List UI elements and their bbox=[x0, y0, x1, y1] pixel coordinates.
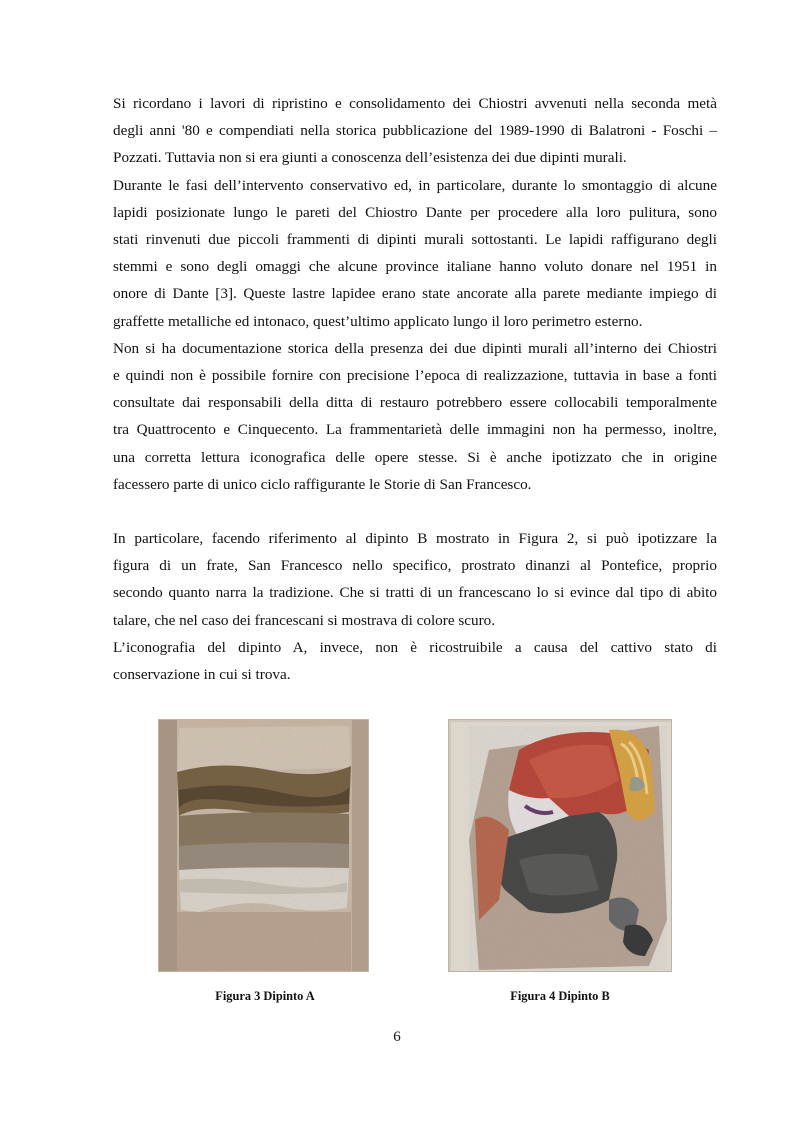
paragraph-4 bbox=[113, 525, 717, 634]
text-line: talare, che nel caso dei francescani si mostrava di colore scuro. bbox=[113, 611, 496, 629]
text-line: conservazione in cui si trova. bbox=[113, 666, 291, 684]
text-line: lapidi posizionate lungo le pareti del Chiostro Dante per procedere alla loro pulitura, sono bbox=[113, 203, 717, 221]
paragraph-1 bbox=[113, 90, 717, 172]
text-line: Non si ha documentazione storica della presenza dei due dipinti murali all’interno dei Chiostri bbox=[113, 339, 717, 357]
figure-a-illustration bbox=[159, 720, 369, 972]
text-line: stemmi e sono degli omaggi che alcune province italiane hanno voluto donare nel 1951 in bbox=[113, 258, 717, 276]
paragraph-2 bbox=[113, 172, 717, 335]
text-line: L’iconografia del dipinto A, invece, non è ricostruibile a causa del cattivo stato di bbox=[113, 638, 717, 656]
text-line: Durante le fasi dell’intervento conservativo ed, in particolare, durante lo smontaggio di alcune bbox=[113, 176, 717, 194]
text-line: figura di un frate, San Francesco nello specifico, prostrato dinanzi al Pontefice, proprio bbox=[113, 557, 717, 575]
figure-b-caption: Figura 4 Dipinto B bbox=[510, 989, 610, 1003]
text-line: In particolare, facendo riferimento al dipinto B mostrato in Figura 2, si può ipotizzare la bbox=[113, 530, 717, 548]
text-line: Pozzati. Tuttavia non si era giunti a conoscenza dell’esistenza dei due dipinti murali. bbox=[113, 149, 627, 167]
text-line: secondo quanto narra la tradizione. Che si tratti di un francescano lo si evince dal tipo di abito bbox=[113, 584, 717, 602]
text-line: facessero parte di unico ciclo raffigurante le Storie di San Francesco. bbox=[113, 475, 532, 493]
text-line: una corretta lettura iconografica delle opere stesse. Si è anche ipotizzato che in origine bbox=[113, 448, 717, 466]
text-line: onore di Dante [3]. Queste lastre lapidee erano state ancorate alla parete mediante impiego di bbox=[113, 285, 717, 303]
paragraph-3 bbox=[113, 335, 717, 498]
text-line: degli anni '80 e compendiati nella storica pubblicazione del 1989-1990 di Balatroni - Foschi – bbox=[113, 122, 717, 140]
text-line: Si ricordano i lavori di ripristino e consolidamento dei Chiostri avvenuti nella seconda metà bbox=[113, 95, 717, 112]
text-line: stati rinvenuti due piccoli frammenti di dipinti murali sottostanti. Le lapidi raffigurano degli bbox=[113, 231, 717, 249]
text-line: e quindi non è possibile fornire con precisione l’epoca di realizzazione, tuttavia in base a fonti bbox=[113, 367, 717, 385]
figure-b-photo bbox=[448, 719, 672, 972]
page-number: 6 bbox=[393, 1029, 401, 1045]
figure-b-illustration bbox=[449, 720, 672, 972]
text-line: consultate dai responsabili della ditta di restauro potrebbero essere collocabili temporalmente bbox=[113, 394, 717, 412]
paragraph-gap bbox=[113, 498, 717, 525]
figure-a-caption: Figura 3 Dipinto A bbox=[215, 989, 315, 1003]
paragraph-5 bbox=[113, 634, 717, 688]
body-text bbox=[113, 90, 717, 688]
text-line: tra Quattrocento e Cinquecento. La frammentarietà delle immagini non ha permesso, inoltre, bbox=[113, 421, 717, 439]
figure-a-photo bbox=[158, 719, 369, 972]
text-line: graffette metalliche ed intonaco, quest’ultimo applicato lungo il loro perimetro esterno. bbox=[113, 312, 643, 330]
